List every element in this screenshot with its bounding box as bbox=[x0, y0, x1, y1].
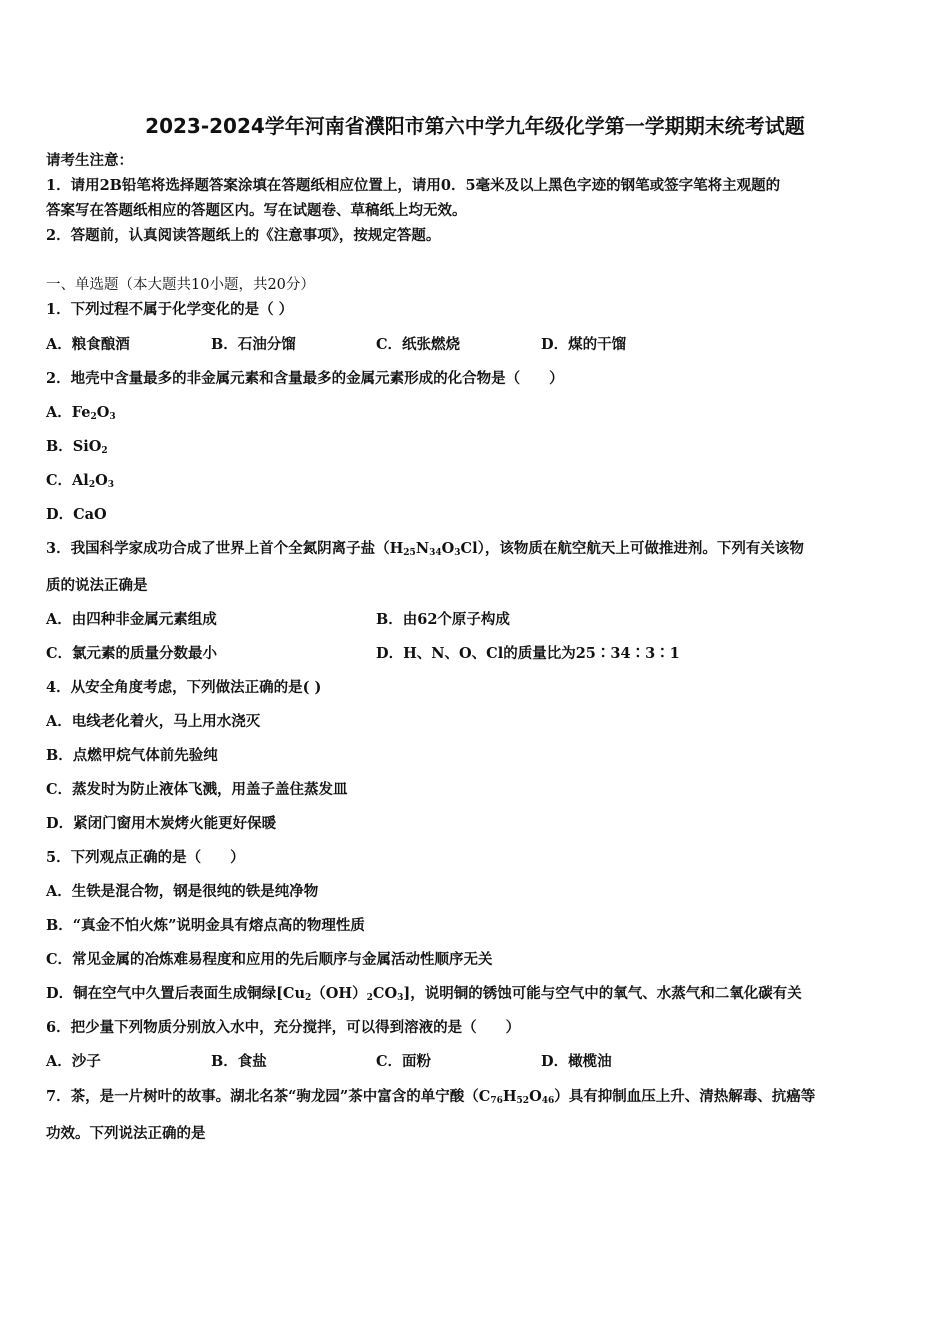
notice-item-2: 2．答题前，认真阅读答题纸上的《注意事项》，按规定答题。 bbox=[46, 227, 441, 244]
question-3-stem-cont: 质的说法正确是 bbox=[46, 577, 148, 594]
notice-item-1-cont: 答案写在答题纸相应的答题区内。写在试题卷、草稿纸上均无效。 bbox=[46, 202, 467, 219]
q6-option-c: C．面粉 bbox=[376, 1053, 432, 1070]
q4-option-d: D．紧闭门窗用木炭烤火能更好保暖 bbox=[46, 815, 277, 832]
q5-option-b: B．“真金不怕火炼”说明金具有熔点高的物理性质 bbox=[46, 917, 365, 934]
question-2-stem: 2．地壳中含量最多的非金属元素和含量最多的金属元素形成的化合物是（ ） bbox=[46, 370, 564, 387]
q1-option-d: D．煤的干馏 bbox=[541, 336, 627, 353]
q2-option-d: D．CaO bbox=[46, 506, 107, 523]
q1-option-b: B．石油分馏 bbox=[211, 336, 296, 353]
question-1-stem: 1．下列过程不属于化学变化的是（ ） bbox=[46, 301, 294, 318]
notice-heading: 请考生注意： bbox=[46, 152, 133, 169]
q3-option-d: D．H、N、O、Cl的质量比为25∶34∶3∶1 bbox=[376, 645, 680, 662]
q2-option-a: A．$Fe_2O_3$ bbox=[46, 404, 116, 422]
q3-option-a: A．由四种非金属元素组成 bbox=[46, 611, 217, 628]
page-title: 2023-2024学年河南省濮阳市第六中学九年级化学第一学期期末统考试题 bbox=[145, 114, 805, 138]
q6-option-a: A．沙子 bbox=[46, 1053, 101, 1070]
notice-item-1: 1．请用2B铅笔将选择题答案涂填在答题纸相应位置上，请用0．5毫米及以上黑色字迹的钢笔或签字笔将主观题的 bbox=[46, 177, 781, 194]
question-4-stem: 4．从安全角度考虑，下列做法正确的是( ) bbox=[46, 679, 322, 696]
q6-option-b: B．食盐 bbox=[211, 1053, 267, 1070]
q2-option-b: B．SiO$_2$ bbox=[46, 438, 108, 456]
q6-option-d: D．橄榄油 bbox=[541, 1053, 612, 1070]
q4-option-b: B．点燃甲烷气体前先验纯 bbox=[46, 747, 218, 764]
q4-option-c: C．蒸发时为防止液体飞溅，用盖子盖住蒸发皿 bbox=[46, 781, 348, 798]
section-heading: 一、单选题（本大题共10小题，共20分） bbox=[46, 277, 315, 293]
q5-option-a: A．生铁是混合物，钢是很纯的铁是纯净物 bbox=[46, 883, 319, 900]
q5-option-c: C．常见金属的冶炼难易程度和应用的先后顺序与金属活动性顺序无关 bbox=[46, 951, 493, 968]
question-3-stem: 3．我国科学家成功合成了世界上首个全氮阴离子盐$(H_{25}N_{34}O_3Cl)$，该物质在航空航天上可做推进剂。下列有关该物 bbox=[46, 540, 804, 558]
q3-option-c: C．氯元素的质量分数最小 bbox=[46, 645, 218, 662]
q1-option-c: C．纸张燃烧 bbox=[376, 336, 461, 353]
question-5-stem: 5．下列观点正确的是（ ） bbox=[46, 849, 245, 866]
q4-option-a: A．电线老化着火，马上用水浇灭 bbox=[46, 713, 261, 730]
question-6-stem: 6．把少量下列物质分别放入水中，充分搅拌，可以得到溶液的是（ ） bbox=[46, 1019, 521, 1036]
q3-option-b: B．由62个原子构成 bbox=[376, 611, 510, 628]
q1-option-a: A．粮食酿酒 bbox=[46, 336, 130, 353]
question-7-stem: 7．茶，是一片树叶的故事。湖北名茶“驹龙园”茶中富含的单宁酸$(C_{76}H_{52}O_{46})$具有抑制血压上升、清热解毒、抗癌等 bbox=[46, 1088, 816, 1106]
question-7-stem-cont: 功效。下列说法正确的是 bbox=[46, 1125, 206, 1142]
q5-option-d: D．铜在空气中久置后表面生成铜绿$[Cu_2(OH)_2CO_3]$，说明铜的锈蚀可能与空气中的氧气、水蒸气和二氧化碳有关 bbox=[46, 985, 802, 1003]
q2-option-c: C．$Al_2O_3$ bbox=[46, 472, 114, 490]
